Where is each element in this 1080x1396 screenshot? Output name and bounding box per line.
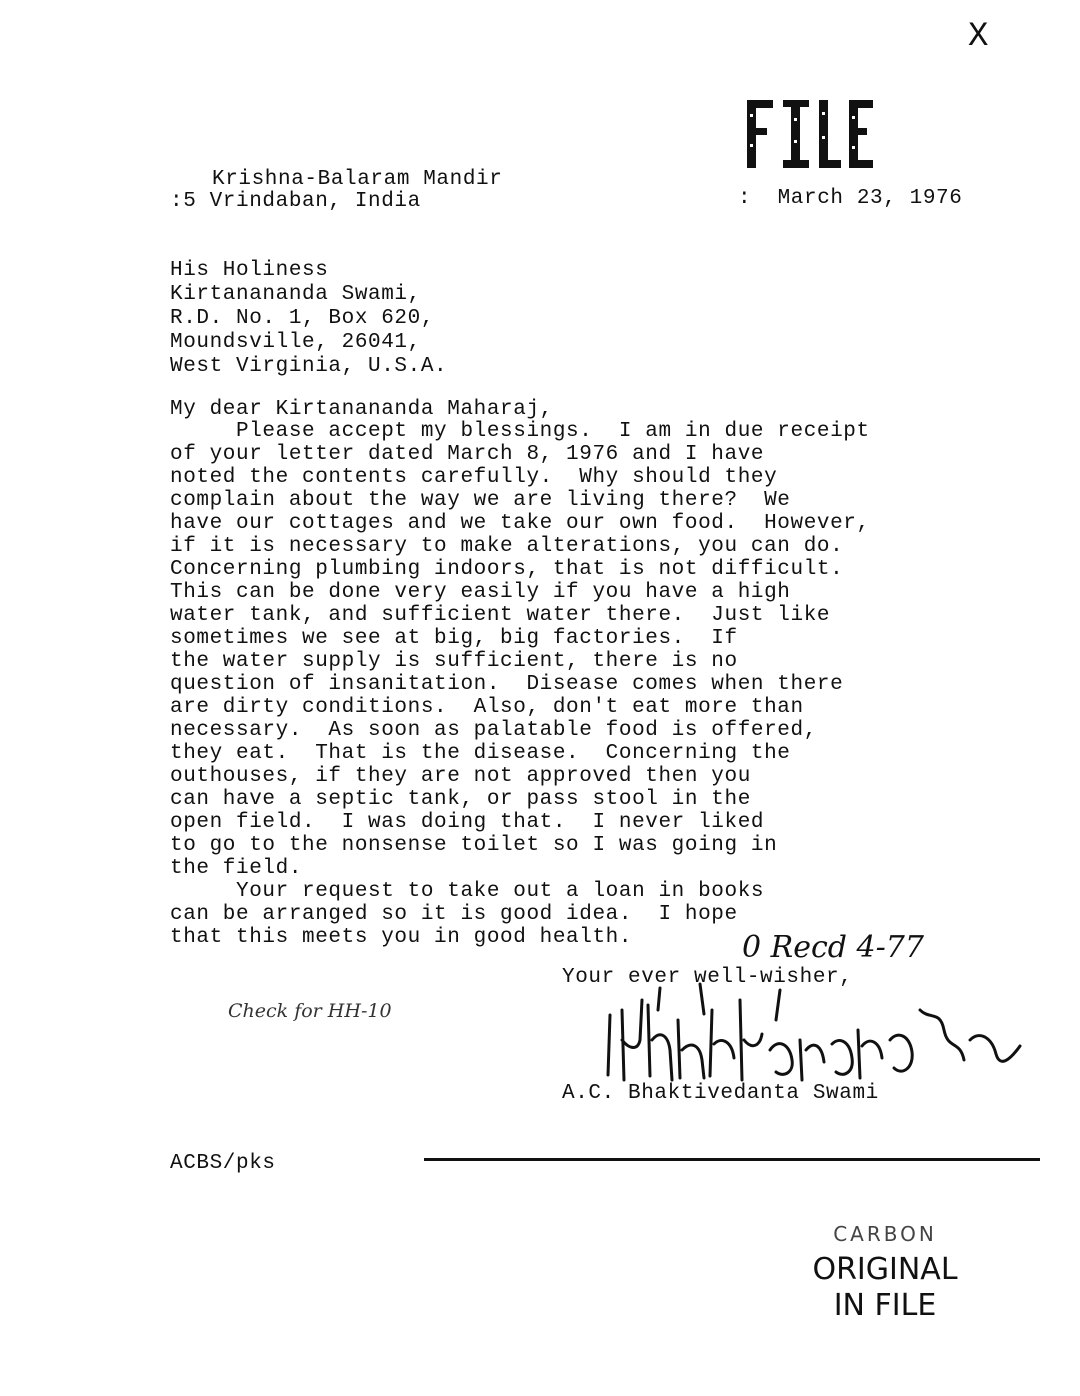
body-line: This can be done very easily if you have a high [170,581,791,604]
body-line: of your letter dated March 8, 1976 and I have [170,443,765,466]
sender-address-line2: :5 Vrindaban, India [170,190,421,213]
body-line: are dirty conditions. Also, don't eat more than [170,696,804,719]
handwritten-received-note: 0 Recd 4-77 [742,930,924,965]
carbon-stamp-line: IN FILE [833,1288,937,1323]
body-line: Please accept my blessings. I am in due receipt [170,420,870,443]
body-line: Concerning plumbing indoors, that is not difficult. [170,558,844,581]
body-line: to go to the nonsense toilet so I was going in [170,834,778,857]
signature-name: A.C. Bhaktivedanta Swami [562,1082,879,1105]
body-line: outhouses, if they are not approved then you [170,765,751,788]
recipient-line: His Holiness [170,259,329,282]
salutation: My dear Kirtanananda Maharaj, [170,398,553,421]
divider-line [424,1158,1040,1161]
file-stamp [745,96,875,172]
body-line: that this meets you in good health. [170,926,633,949]
body-line: the water supply is sufficient, there is no [170,650,738,673]
recipient-line: R.D. No. 1, Box 620, [170,307,435,330]
body-line: necessary. As soon as palatable food is offered, [170,719,817,742]
handwritten-left-note: Check for HH-10 [228,1000,392,1022]
body-line: water tank, and sufficient water there. Just like [170,604,831,627]
reference-initials: ACBS/pks [170,1152,276,1175]
recipient-line: Kirtanananda Swami, [170,283,421,306]
recipient-line: Moundsville, 26041, [170,331,421,354]
carbon-stamp-line: ORIGINAL [812,1252,958,1287]
body-line: question of insanitation. Disease comes when there [170,673,844,696]
recipient-line: West Virginia, U.S.A. [170,355,448,378]
closing: Your ever well-wisher, [562,966,853,989]
corner-x-mark: X [968,18,989,56]
body-line: if it is necessary to make alterations, you can do. [170,535,844,558]
carbon-stamp-line: CARBON [833,1222,937,1246]
body-line: Your request to take out a loan in books [170,880,765,903]
sender-address-line1: Krishna-Balaram Mandir [212,168,503,191]
body-line: can have a septic tank, or pass stool in the [170,788,751,811]
body-line: can be arranged so it is good idea. I hope [170,903,738,926]
body-line: sometimes we see at big, big factories. If [170,627,738,650]
signature [600,980,1030,1092]
body-line: noted the contents carefully. Why should they [170,466,778,489]
body-line: have our cottages and we take our own food. However, [170,512,870,535]
body-line: complain about the way we are living there? We [170,489,791,512]
body-line: they eat. That is the disease. Concerning the [170,742,791,765]
letter-date: : March 23, 1976 [738,187,963,210]
body-line: the field. [170,857,303,880]
body-line: open field. I was doing that. I never liked [170,811,765,834]
